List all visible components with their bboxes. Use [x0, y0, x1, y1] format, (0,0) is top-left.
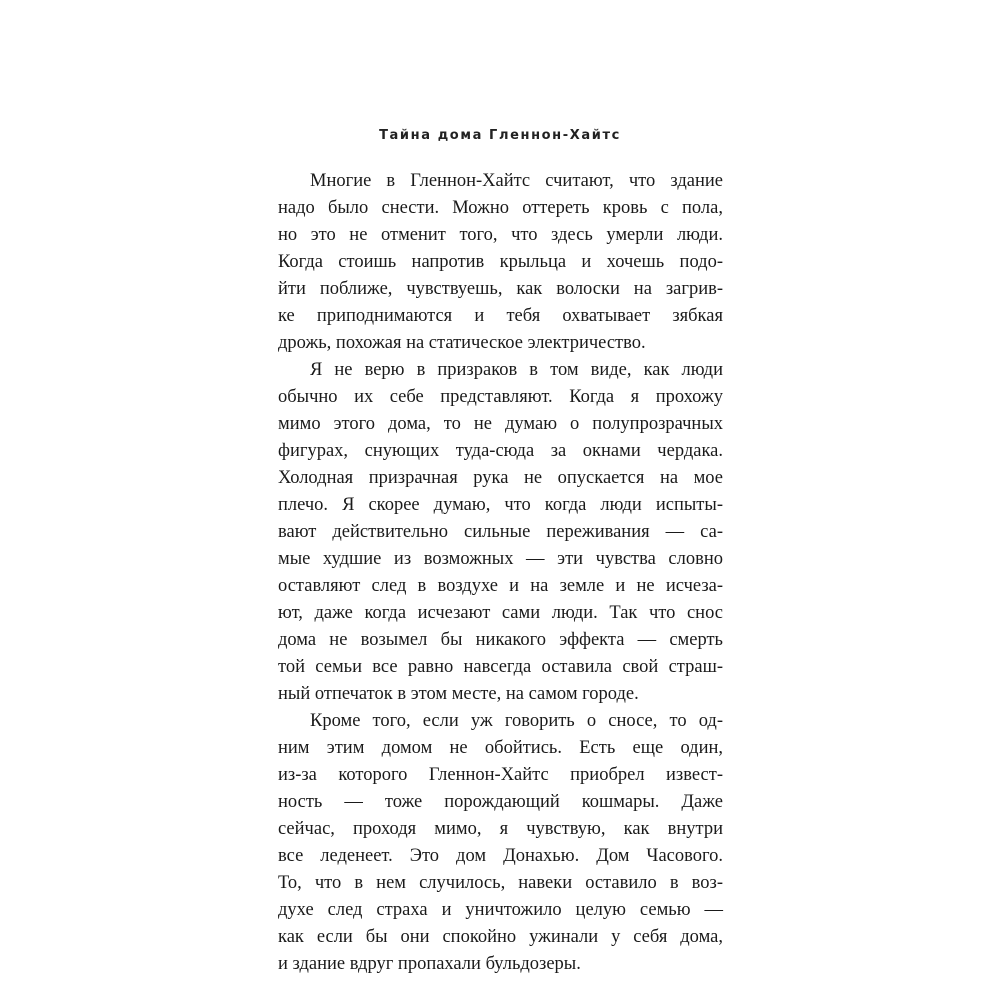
text-line: оставляют след в воздухе и на земле и не исчеза-: [278, 576, 723, 596]
text-line: Холодная призрачная рука не опускается на мое: [278, 468, 723, 488]
text-line: ке приподнимаются и тебя охватывает зябкая: [278, 306, 723, 326]
text-line: надо было снести. Можно оттереть кровь с пола,: [278, 198, 723, 218]
text-line: Многие в Гленнон-Хайтс считают, что здание: [310, 171, 723, 191]
text-line: но это не отменит того, что здесь умерли люди.: [278, 225, 723, 245]
text-line: мимо этого дома, то не думаю о полупрозрачных: [278, 414, 723, 434]
text-line: Когда стоишь напротив крыльца и хочешь подо-: [278, 252, 723, 272]
paragraph: [278, 708, 723, 978]
text-line: плечо. Я скорее думаю, что когда люди испыты-: [278, 495, 723, 515]
text-line: ный отпечаток в этом месте, на самом городе.: [278, 684, 639, 704]
text-line: Я не верю в призраков в том виде, как люди: [310, 360, 723, 380]
text-line: дрожь, похожая на статическое электричество.: [278, 333, 646, 353]
text-line: То, что в нем случилось, навеки оставило в воз-: [278, 873, 723, 893]
text-line: обычно их себе представляют. Когда я прохожу: [278, 387, 723, 407]
text-line: той семьи все равно навсегда оставила свой страш-: [278, 657, 723, 677]
paragraph: [278, 357, 723, 708]
text-line: ют, даже когда исчезают сами люди. Так что снос: [278, 603, 723, 623]
text-line: Кроме того, если уж говорить о сносе, то од-: [310, 711, 723, 731]
body-text: [278, 168, 723, 978]
running-head: Тайна дома Гленнон-Хайтс: [379, 128, 621, 143]
text-line: сейчас, проходя мимо, я чувствую, как внутри: [278, 819, 723, 839]
text-line: дома не возымел бы никакого эффекта — смерть: [278, 630, 723, 650]
text-line: духе след страха и уничтожило целую семью —: [278, 900, 723, 920]
text-line: вают действительно сильные переживания — са-: [278, 522, 723, 542]
text-line: как если бы они спокойно ужинали у себя дома,: [278, 927, 723, 947]
text-line: мые худшие из возможных — эти чувства словно: [278, 549, 723, 569]
text-line: все леденеет. Это дом Донахью. Дом Часового.: [278, 846, 723, 866]
text-line: йти поближе, чувствуешь, как волоски на загрив-: [278, 279, 723, 299]
text-line: и здание вдруг пропахали бульдозеры.: [278, 954, 581, 974]
paragraph: [278, 168, 723, 357]
text-line: из-за которого Гленнон-Хайтс приобрел извест-: [278, 765, 723, 785]
text-line: фигурах, снующих туда-сюда за окнами чердака.: [278, 441, 723, 461]
text-line: ним этим домом не обойтись. Есть еще один,: [278, 738, 723, 758]
text-line: ность — тоже порождающий кошмары. Даже: [278, 792, 723, 812]
